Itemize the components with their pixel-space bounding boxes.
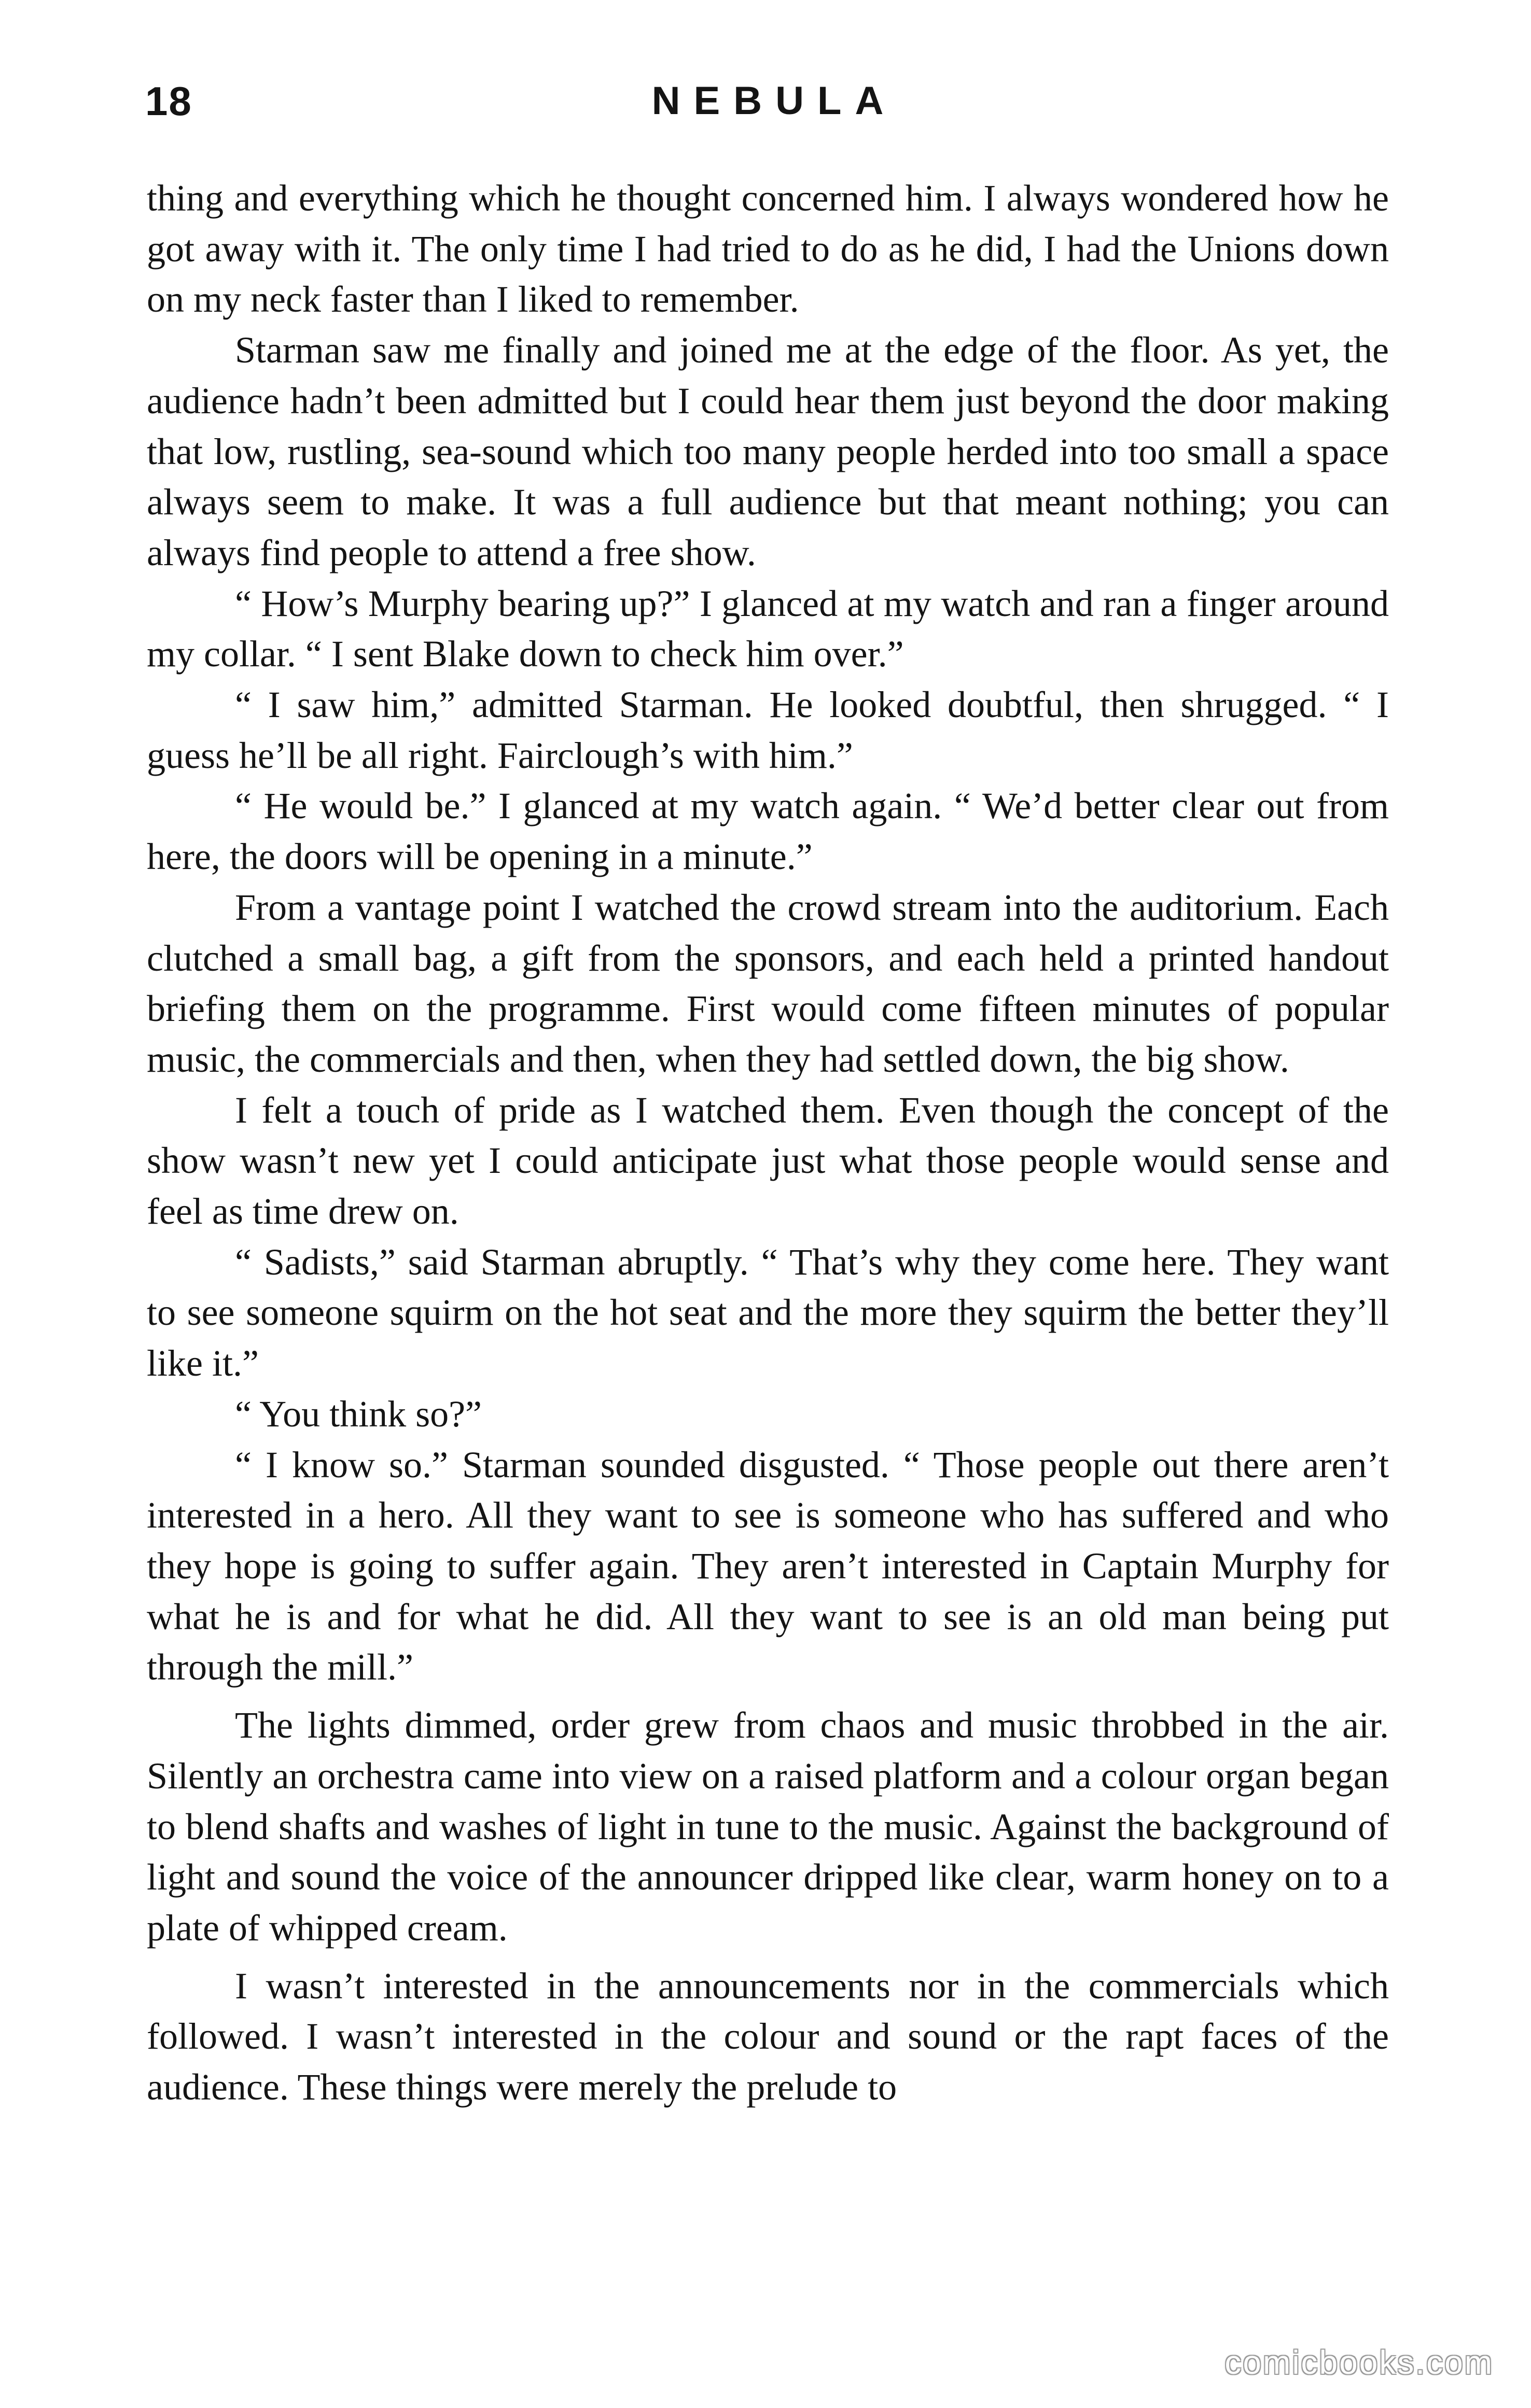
paragraph: “ Sadists,” said Starman abruptly. “ That’s why they come here. They want to see someone squirm on the hot seat and the more they squirm the better they’ll like it.” [147,1241,1389,1384]
paragraph: Starman saw me finally and joined me at the edge of the floor. As yet, the audience hadn’t been admitted but I could hear them just beyond the door making that low, rustling, sea-sound which too many people herded into too small a space always seem to make. It was a full audience but that meant nothing; you can always find people to attend a free show. [147,329,1389,573]
paragraph: I felt a touch of pride as I watched them. Even though the concept of the show wasn’t new yet I could anticipate just what those people would sense and feel as time drew on. [147,1089,1389,1233]
paragraph: From a vantage point I watched the crowd stream into the auditorium. Each clutched a small bag, a gift from the sponsors, and each held a printed handout briefing them on the programme. First would come fifteen minutes of popular music, the commercials and then, when they had settled down, the big show. [147,886,1389,1080]
paragraph: The lights dimmed, order grew from chaos and music throbbed in the air. Silently an orchestra came into view on a raised platform and a colour organ began to blend shafts and washes of light in tune to the music. Against the background of light and sound the voice of the announcer dripped like clear, warm honey on to a plate of whipped cream. [147,1704,1389,1949]
paragraph: “ I know so.” Starman sounded disgusted. “ Those people out there aren’t interested in a hero. All they want to see is someone who has suffered and who they hope is going to suffer again. They aren’t interested in Captain Murphy for what he is and for what he did. All they want to see is an old man being put through the mill.” [147,1444,1389,1688]
paragraph: “ He would be.” I glanced at my watch again. “ We’d better clear out from here, the doors will be opening in a minute.” [147,785,1389,878]
body-text [147,173,1389,2113]
running-head [145,73,1390,130]
paragraph: I wasn’t interested in the announcements nor in the commercials which followed. I wasn’t interested in the colour and sound or the rapt faces of the audience. These things were merely the prelude to [147,1965,1389,2108]
paragraph: “ How’s Murphy bearing up?” I glanced at my watch and ran a finger around my collar. “ I sent Blake down to check him over.” [147,582,1389,675]
paragraph: “ I saw him,” admitted Starman. He looked doubtful, then shrugged. “ I guess he’ll be all right. Fairclough’s with him.” [147,684,1389,776]
paragraph: thing and everything which he thought concerned him. I always wondered how he got away with it. The only time I had tried to do as he did, I had the Unions down on my neck faster than I liked to remember. [147,177,1389,320]
page-number: 18 [145,78,192,124]
watermark: comicbooks.com [1224,2344,1494,2381]
running-title: NEBULA [651,79,897,123]
paragraph: “ You think so?” [235,1393,482,1435]
